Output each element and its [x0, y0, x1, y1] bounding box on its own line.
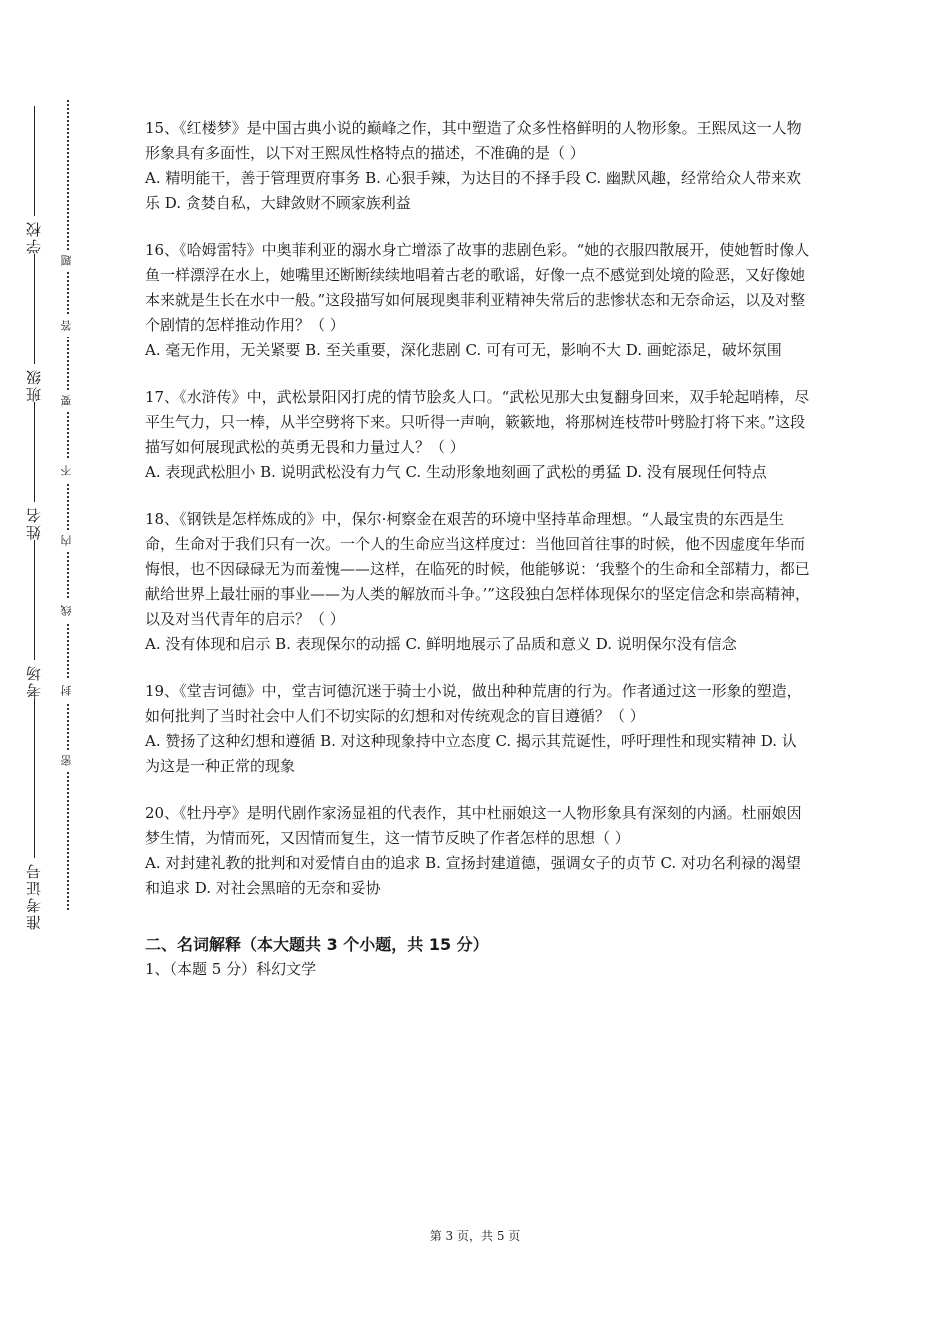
binding-field — [25, 540, 43, 698]
binding-field-blank — [34, 698, 35, 858]
question-stem: 18、《钢铁是怎样炼成的》中，保尔·柯察金在艰苦的环境中坚持革命理想。“人最宝贵的东西是生命，生命对于我们只有一次。一个人的生命应当这样度过：当他回首往事的时候，他不因虚度年华而悔恨，也不因碌碌无为而羞愧——这样，在临死的时候，他能够说：‘我整个的生命和全部精力，都已献给世界上最壮丽的事业——为人类的解放而斗争。’”这段独白怎样体现保尔的坚定信念和崇高精神，以及对当代青年的启示？（ ） — [145, 510, 810, 628]
page-number: 第 3 页，共 5 页 — [429, 1229, 521, 1243]
seal-line — [60, 100, 73, 910]
question — [145, 116, 810, 216]
binding-field-label: 学校 — [25, 220, 43, 254]
exam-content — [145, 116, 810, 981]
question-options: A. 赞扬了这种幻想和遵循 B. 对这种现象持中立态度 C. 揭示其荒诞性，呼吁理性和现实精神 D. 认为这是一种正常的现象 — [145, 732, 797, 775]
question-options: A. 精明能干，善于管理贾府事务 B. 心狠手辣，为达目的不择手段 C. 幽默风趣，经常给众人带来欢乐 D. 贪婪自私，大肆敛财不顾家族利益 — [145, 169, 801, 212]
question-stem: 15、《红楼梦》是中国古典小说的巅峰之作，其中塑造了众多性格鲜明的人物形象。王熙凤这一人物形象具有多面性，以下对王熙凤性格特点的描述，不准确的是（ ） — [145, 119, 802, 162]
question-stem: 19、《堂吉诃德》中，堂吉诃德沉迷于骑士小说，做出种种荒唐的行为。作者通过这一形象的塑造，如何批判了当时社会中人们不切实际的幻想和对传统观念的盲目遵循？（ ） — [145, 682, 802, 725]
question-stem: 16、《哈姆雷特》中奥菲利亚的溺水身亡增添了故事的悲剧色彩。“她的衣服四散展开，使她暂时像人鱼一样漂浮在水上，她嘴里还断断续续地唱着古老的歌谣，好像一点不感觉到处境的险恶，又好像她本来就是生长在水中一般。”这段描写如何展现奥菲利亚精神失常后的悲惨状态和无奈命运，以及对整个剧情的怎样推动作用？（ ） — [145, 241, 810, 334]
question-stem: 20、《牡丹亭》是明代剧作家汤显祖的代表作，其中杜丽娘这一人物形象具有深刻的内涵。杜丽娘因梦生情，为情而死，又因情而复生，这一情节反映了作者怎样的思想（ ） — [145, 804, 802, 847]
binding-field-blank — [34, 254, 35, 364]
seal-char: 答 — [59, 315, 75, 337]
question — [145, 801, 810, 901]
term-question: 1、（本题 5 分）科幻文学 — [145, 960, 317, 978]
question-stem: 17、《水浒传》中，武松景阳冈打虎的情节脍炙人口。“武松见那大虫复翻身回来，双手轮起哨棒，尽平生气力，只一棒，从半空劈将下来。只听得一声响，簌簌地，将那树连枝带叶劈脸打将下来。”这段描写如何展现武松的英勇无畏和力量过人？（ ） — [145, 388, 810, 456]
binding-field-label: 姓名 — [25, 506, 43, 540]
section-title: 二、名词解释（本大题共 3 个小题，共 15 分） — [145, 935, 489, 954]
binding-field — [25, 698, 43, 930]
binding-field-blank — [34, 106, 35, 216]
question — [145, 679, 810, 779]
binding-field — [25, 402, 43, 540]
binding-field-blank — [34, 402, 35, 502]
binding-field — [25, 254, 43, 402]
question-list — [145, 116, 810, 901]
seal-char: 线 — [59, 600, 75, 622]
seal-char: 不 — [59, 460, 75, 482]
question-options: A. 没有体现和启示 B. 表现保尔的动摇 C. 鲜明地展示了品质和意义 D. 说明保尔没有信念 — [145, 635, 737, 653]
question-options: A. 毫无作用，无关紧要 B. 至关重要，深化悲剧 C. 可有可无，影响不大 D. 画蛇添足，破坏氛围 — [145, 341, 782, 359]
binding-field-label: 考场 — [25, 664, 43, 698]
binding-field-blank — [34, 540, 35, 660]
binding-field-label: 班级 — [25, 368, 43, 402]
question — [145, 238, 810, 363]
question — [145, 385, 810, 485]
section-items — [145, 957, 810, 981]
question — [145, 507, 810, 657]
question-options: A. 表现武松胆小 B. 说明武松没有力气 C. 生动形象地刻画了武松的勇猛 D. 没有展现任何特点 — [145, 463, 767, 481]
binding-info-column — [22, 80, 46, 930]
seal-char: 封 — [59, 680, 75, 702]
seal-char: 题 — [59, 250, 75, 272]
seal-char: 密 — [59, 750, 75, 772]
seal-dotted-line — [67, 100, 69, 910]
binding-field — [25, 106, 43, 254]
seal-char: 要 — [59, 390, 75, 412]
binding-field-label: 准考证号 — [25, 862, 43, 930]
question-options: A. 对封建礼教的批判和对爱情自由的追求 B. 宣扬封建道德，强调女子的贞节 C. 对功名利禄的渴望和追求 D. 对社会黑暗的无奈和妥协 — [145, 854, 801, 897]
seal-char: 内 — [59, 530, 75, 552]
